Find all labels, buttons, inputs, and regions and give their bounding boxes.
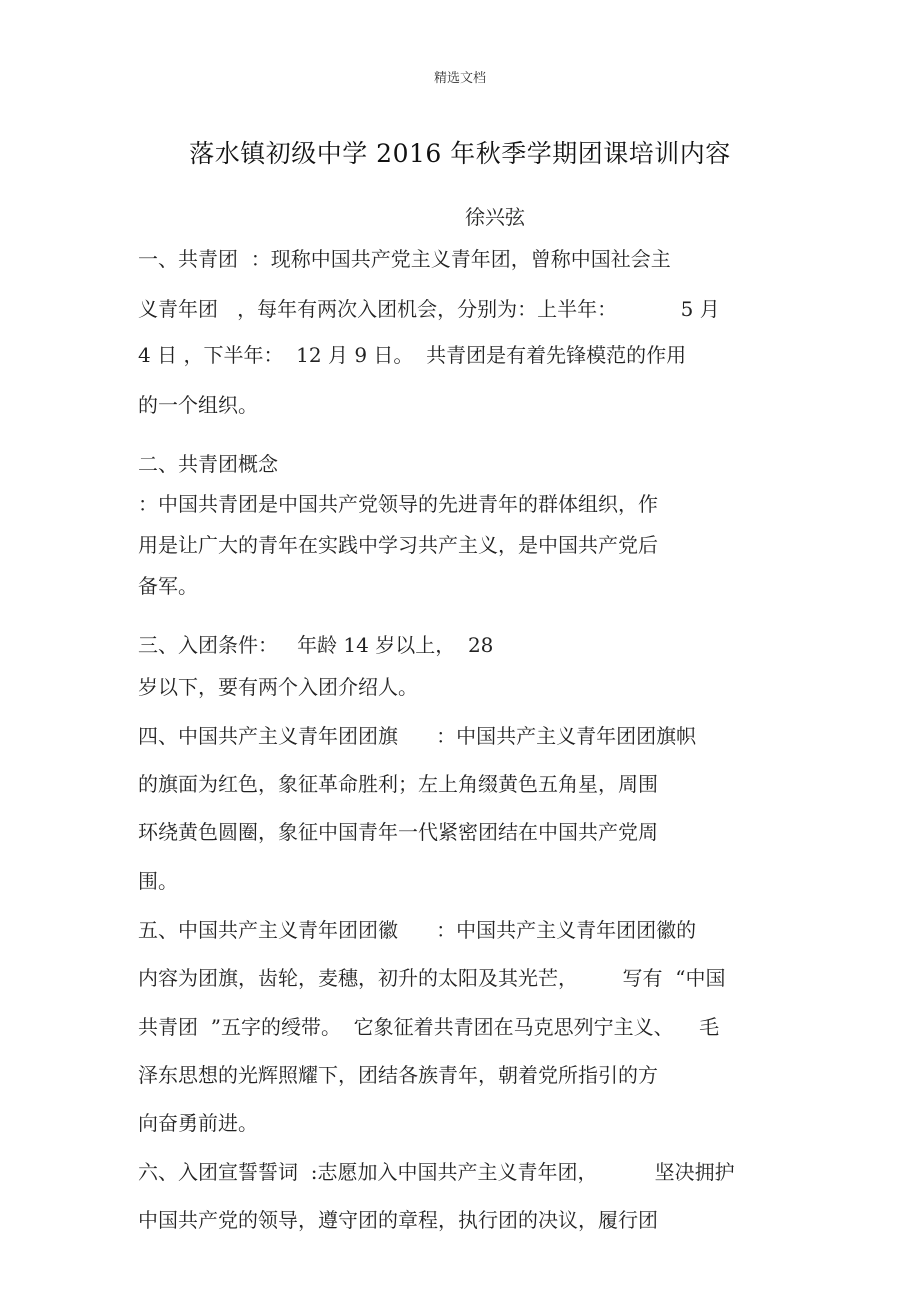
body-line: 一、共青团 ：现称中国共产党主义青年团，曾称中国社会主 [138,247,671,271]
body-line: 围。 [138,869,178,893]
body-line: 环绕黄色圆圈，象征中国青年一代紧密团结在中国共产党周 [138,820,658,844]
body-line: 泽东思想的光辉照耀下，团结各族青年，朝着党所指引的方 [138,1063,658,1087]
body-line: ：中国共青团是中国共产党领导的先进青年的群体组织，作 [138,492,658,516]
document-title: 落水镇初级中学 2016 年秋季学期团课培训内容 [189,139,731,168]
section-heading: 三、入团条件： 年龄 14 岁以上， 28 [138,633,494,657]
body-line: 用是让广大的青年在实践中学习共产主义，是中国共产党后 [138,533,658,557]
body-line: 共青团 ”五字的绶带。 它象征着共青团在马克思列宁主义、 毛 [138,1015,720,1039]
body-line: 的旗面为红色，象征革命胜利；左上角缀黄色五角星，周围 [138,772,658,796]
page-header: 精选文档 [433,71,486,86]
section-heading: 四、中国共产主义青年团团旗 ：中国共产主义青年团团旗帜 [138,724,697,748]
body-line: 内容为团旗，齿轮，麦穗，初升的太阳及其光芒， 写有 “中国 [138,966,726,990]
body-line: 的一个组织。 [138,393,258,417]
body-line: 向奋勇前进。 [138,1111,258,1135]
body-line: 岁以下，要有两个入团介绍人。 [138,675,418,699]
section-heading: 六、入团宣誓誓词 :志愿加入中国共产主义青年团， 坚决拥护 [138,1160,735,1184]
body-line: 中国共产党的领导，遵守团的章程，执行团的决议，履行团 [138,1208,658,1232]
section-heading: 五、中国共产主义青年团团徽 ：中国共产主义青年团团徽的 [138,918,697,942]
document-author: 徐兴弦 [465,205,525,229]
body-line: 4 日 ，下半年： 12 月 9 日。 共青团是有着先锋模范的作用 [138,343,687,367]
section-heading: 二、共青团概念 [138,452,278,476]
body-line: 备军。 [138,574,198,598]
body-line: 义青年团 ，每年有两次入团机会，分别为：上半年： 5 月 [138,297,720,321]
